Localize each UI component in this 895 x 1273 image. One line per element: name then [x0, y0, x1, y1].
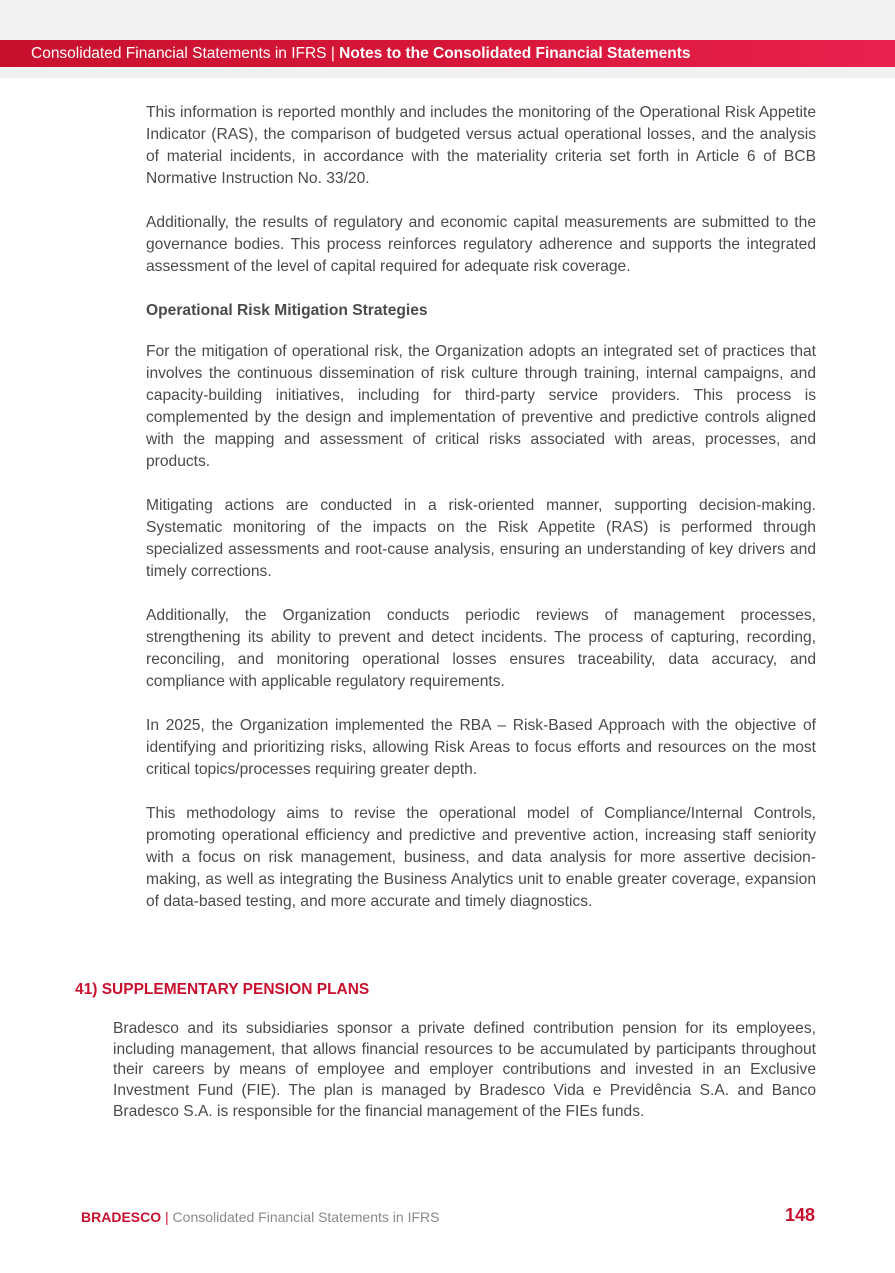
section-title-pension-plans: 41) SUPPLEMENTARY PENSION PLANS [75, 981, 370, 998]
paragraph-methodology: This methodology aims to revise the operational model of Compliance/Internal Controls, promoting operational efficiency and predictive and preventive action, increasing staff seniority with a focus on risk management, business, and data analysis for more assertive decision-making, as well as integrating the Business Analytics unit to enable greater coverage, expansion of data-based testing, and more accurate and timely diagnostics. [146, 805, 816, 910]
page-number: 148 [784, 1205, 815, 1225]
header-separator: | [326, 45, 340, 62]
header-doc-title: Consolidated Financial Statements in IFRS [31, 45, 327, 62]
pension-section [113, 1019, 816, 1123]
paragraph-pension: Bradesco and its subsidiaries sponsor a private defined contribution pension for its employees, including management, that allows financial resources to be accumulated by participants throughout their careers by means of employee and employer contributions and invested in an Exclusive Investment Fund (FIE). The plan is managed by Bradesco Vida e Previdência S.A. and Banco Bradesco S.A. is responsible for the financial management of the FIEs funds. [113, 1020, 816, 1120]
paragraph-mitigation-practices: For the mitigation of operational risk, the Organization adopts an integrated set of practices that involves the continuous dissemination of risk culture through training, internal campaigns, and capacity-building initiatives, including for third-party service providers. This process is complemented by the design and implementation of preventive and predictive controls aligned with the mapping and assessment of critical risks associated with areas, processes, and products. [146, 343, 816, 470]
header-section-title: Notes to the Consolidated Financial Statements [339, 45, 691, 62]
paragraph-monthly-reporting: This information is reported monthly and includes the monitoring of the Operational Risk Appetite Indicator (RAS), the comparison of budgeted versus actual operational losses, and the analysis of material incidents, in accordance with the materiality criteria set forth in Article 6 of BCB Normative Instruction No. 33/20. [146, 104, 816, 187]
main-content [146, 102, 816, 935]
footer-separator: | [161, 1209, 173, 1225]
footer [81, 1207, 815, 1227]
paragraph-mitigating-actions: Mitigating actions are conducted in a risk-oriented manner, supporting decision-making. Systematic monitoring of the impacts on the Risk Appetite (RAS) is performed through specialized assessments and root-cause analysis, ensuring an understanding of key drivers and timely corrections. [146, 497, 816, 580]
paragraph-periodic-reviews: Additionally, the Organization conducts periodic reviews of management processes, strengthening its ability to prevent and detect incidents. The process of capturing, recording, reconciling, and monitoring operational losses ensures traceability, data accuracy, and compliance with applicable regulatory requirements. [146, 607, 816, 690]
footer-brand: BRADESCO [81, 1209, 162, 1225]
footer-doc-title: Consolidated Financial Statements in IFRS [172, 1209, 440, 1225]
subheading-mitigation-strategies: Operational Risk Mitigation Strategies [146, 302, 428, 319]
header-bar [0, 40, 895, 67]
paragraph-rba: In 2025, the Organization implemented the RBA – Risk-Based Approach with the objective of identifying and prioritizing risks, allowing Risk Areas to focus efforts and resources on the most critical topics/processes requiring greater depth. [146, 717, 816, 778]
paragraph-capital-measurements: Additionally, the results of regulatory and economic capital measurements are submitted to the governance bodies. This process reinforces regulatory adherence and supports the integrated assessment of the level of capital required for adequate risk coverage. [146, 214, 816, 275]
